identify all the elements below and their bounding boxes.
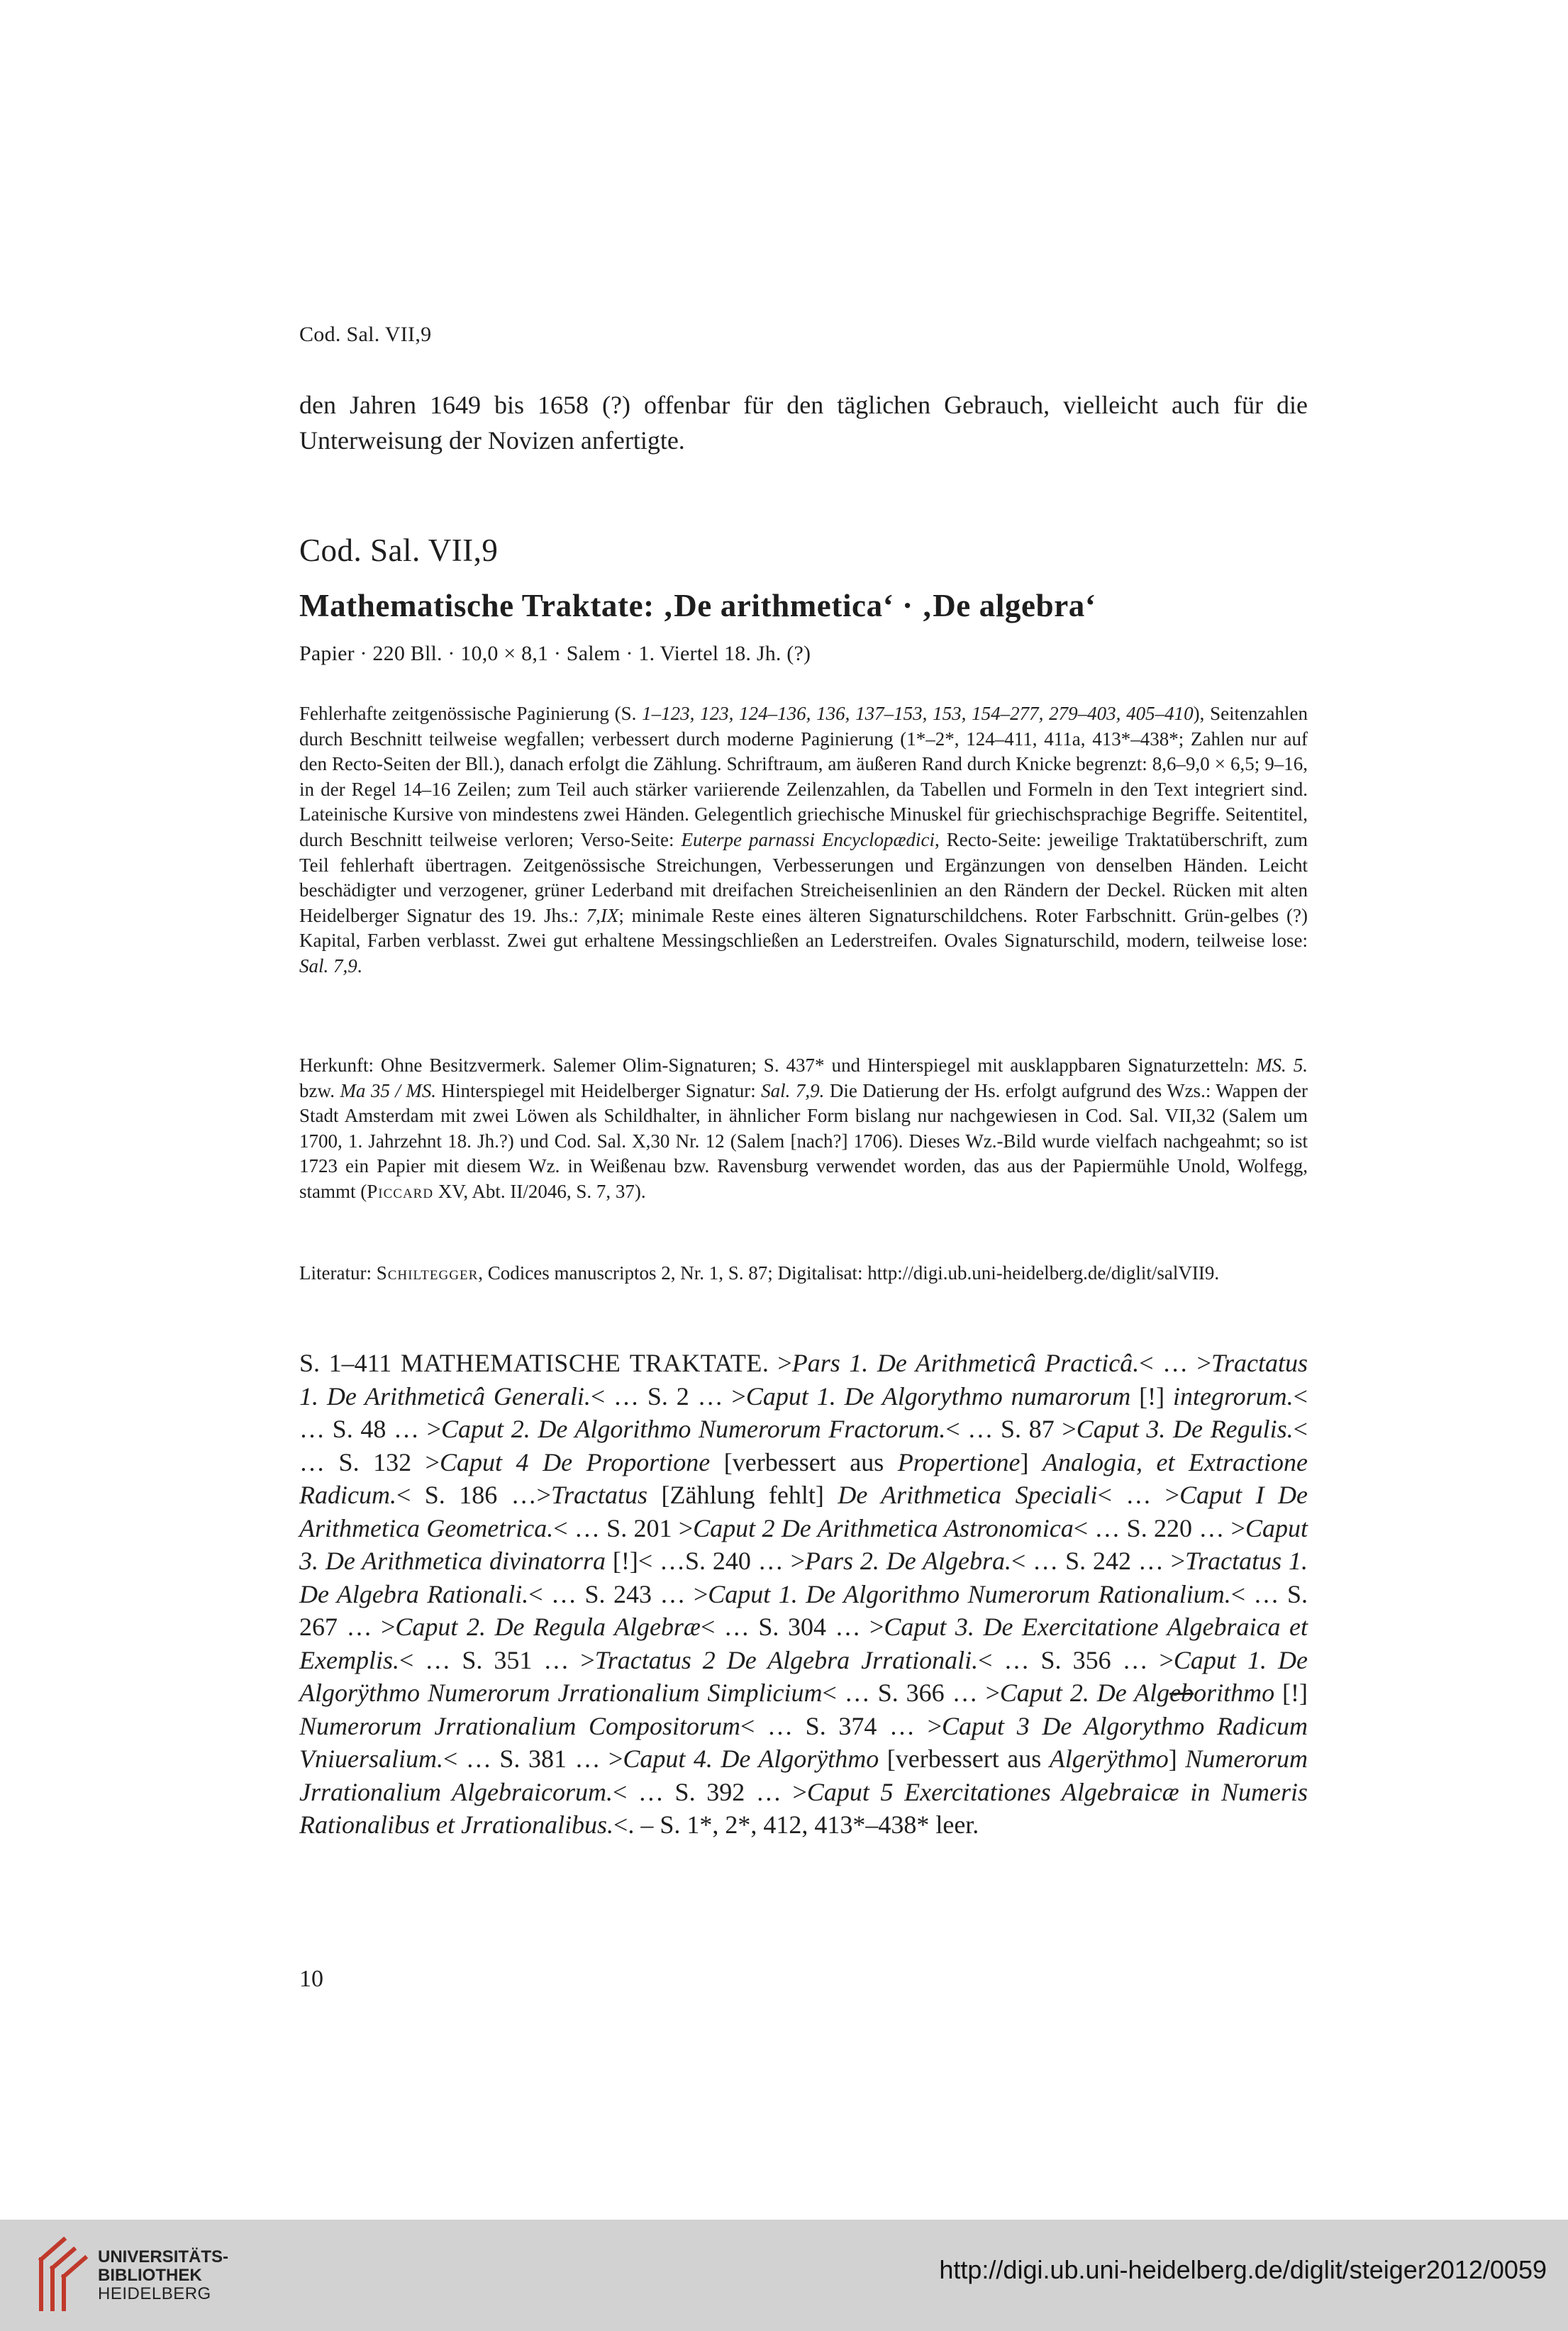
contents-text: [!] <box>1130 1381 1173 1411</box>
contents-latin-italic: Caput 4 De Proportione <box>439 1447 711 1476</box>
contents-latin-italic: De Arithmetica Speciali <box>838 1481 1098 1509</box>
contents-text: ] <box>1020 1447 1042 1476</box>
contents-latin-italic: Caput 1. De Algorithmo Numerorum Rationalium. <box>708 1579 1231 1608</box>
contents-latin-italic: Caput 1. De Algorythmo numarorum <box>745 1381 1131 1411</box>
contents-latin-italic: Numerorum Jrrationalium Compositorum <box>299 1711 741 1740</box>
contents-text: [verbessert aus <box>879 1745 1050 1773</box>
desc-text: ; minimale Reste eines älteren Signaturschildchens. Roter Farbschnitt. Grün-gelbes (?) Kapital, Farben verblasst. Zwei gut erhaltene Messingschließen an Lederstreifen. Ovales Signaturschild, modern, teilweise lose: <box>299 904 1308 952</box>
contents-latin-italic: Algerÿthmo <box>1049 1745 1169 1773</box>
desc-pages-italic: 1–123, 123, 124–136, 136, 137–153, 153, 154–277, 279–403, 405–410 <box>642 703 1194 724</box>
desc-spine-italic: 7,IX <box>586 904 619 926</box>
contents-text: < … S. 220 … > <box>1073 1513 1245 1542</box>
prov-text: Die Datierung der Hs. erfolgt aufgrund des Wzs.: Wappen der Stadt Amsterdam mit zwei Löwen als Schildhalter, in ähnlicher Form bislang nur nachgewiesen in Cod. Sal. VII,32 (Salem um 1700, 1. Jahrzehnt 18. Jh.?) und Cod. Sal. X,30 Nr. 12 (Salem [nach?] 1706). Dieses Wz.-Bild wurde vielfach nachgeahmt; so ist 1723 ein Papier mit diesem Wz. in Weißenau bzw. Ravensburg verwendet worden, das aus der Papiermühle Unold, Wolfegg, stammt ( <box>299 1079 1308 1202</box>
contents-struck-text: eb <box>1169 1679 1194 1707</box>
contents-text: < … S. 366 … > <box>822 1679 1000 1707</box>
prov-text: bzw. <box>299 1079 340 1101</box>
lit-text: , Codices manuscriptos 2, Nr. 1, S. 87; Digitalisat: http://digi.ub.uni-heidelberg.de/diglit/salVII9. <box>478 1262 1220 1284</box>
contents-latin-italic: Numerorum Jrrationalium Algebraicorum. <box>299 1745 1308 1806</box>
physical-description <box>299 701 1308 979</box>
desc-verso-italic: Euterpe parnassi Encyclopædici <box>681 828 935 850</box>
contents-text: < … S. 374 … > <box>740 1711 943 1740</box>
contents-latin-italic: Tractatus <box>551 1481 648 1509</box>
contents-text: . > <box>762 1349 792 1377</box>
contents-latin-italic: Caput 1. De Algorÿthmo Numerorum Jrrationalium Simplicium <box>299 1645 1308 1707</box>
contents-text: < … S. 267 … > <box>299 1579 1308 1641</box>
contents-text: < … S. 201 > <box>553 1513 694 1542</box>
page-number: 10 <box>299 1966 323 1992</box>
library-logo-icon <box>37 2235 91 2313</box>
manuscript-title: Mathematische Traktate: ‚De arithmetica‘ · ‚De algebra‘ <box>299 588 1096 623</box>
prov-sal-italic: Sal. 7,9. <box>761 1079 825 1101</box>
contents-text: < … > <box>1097 1481 1180 1509</box>
contents-text: [!] <box>1274 1679 1308 1707</box>
literature-paragraph <box>299 1261 1308 1286</box>
prov-ms5-italic: MS. 5. <box>1256 1055 1308 1076</box>
contents-latin-italic: Caput 2. De Algorithmo Numerorum Fractorum. <box>441 1415 946 1443</box>
contents-paragraph <box>299 1347 1308 1842</box>
contents-latin-italic: Caput 4. De Algorÿthmo <box>623 1745 879 1773</box>
contents-latin-italic: Analogia, et Extractione Radicum. <box>299 1447 1308 1509</box>
provenance-paragraph <box>299 1053 1308 1205</box>
library-footer <box>0 2220 1568 2331</box>
contents-text: < … S. 304 … > <box>700 1613 884 1641</box>
contents-text: [!]< …S. 240 … > <box>605 1547 805 1575</box>
contents-latin-italic: Caput 2 De Arithmetica Astronomica <box>693 1513 1074 1542</box>
prov-piccard: Piccard <box>367 1180 434 1202</box>
contents-text: [verbessert aus <box>710 1447 898 1476</box>
lit-author: Schiltegger <box>376 1262 479 1284</box>
digitalisat-url-link[interactable]: http://digi.ub.uni-heidelberg.de/diglit/steiger2012/0059 <box>939 2255 1547 2284</box>
desc-text: . <box>357 955 362 977</box>
prov-text: Hinterspiegel mit Heidelberger Signatur: <box>436 1079 762 1101</box>
contents-latin-italic: Caput 3. De Regulis. <box>1076 1415 1294 1443</box>
contents-text: < … S. 87 > <box>945 1415 1077 1443</box>
contents-text: < S. 186 …> <box>396 1481 551 1509</box>
contents-text: S. 1–411 <box>299 1349 401 1377</box>
intro-paragraph: den Jahren 1649 bis 1658 (?) offenbar für den täglichen Gebrauch, vielleicht auch für die Unterweisung der Novizen anfertigte. <box>299 391 1308 455</box>
contents-text: <. – S. 1*, 2*, 412, 413*–438* leer. <box>613 1810 979 1839</box>
contents-latin-italic: Caput 5 Exercitationes Algebraicæ in Numeris Rationalibus et Jrrationalibus. <box>299 1777 1308 1839</box>
contents-latin-italic: Pars 1. De Arithmeticâ Practicâ. <box>791 1349 1140 1377</box>
library-name <box>98 2248 228 2303</box>
contents-text: < … S. 243 … > <box>528 1579 708 1608</box>
contents-latin-italic: Caput I De Arithmetica Geometrica. <box>299 1481 1308 1542</box>
contents-latin-italic: Caput 3 De Algorythmo Radicum Vniuersalium. <box>299 1711 1308 1773</box>
prov-ma35-italic: Ma 35 / MS. <box>340 1079 437 1101</box>
lit-text: Literatur: <box>299 1262 377 1284</box>
contents-text: < … S. 48 … > <box>299 1381 1308 1443</box>
contents-text: < … > <box>1139 1349 1211 1377</box>
library-name-line: HEIDELBERG <box>98 2284 211 2303</box>
contents-section-title: MATHEMATISCHE TRAKTATE <box>400 1349 762 1377</box>
library-name-line: UNIVERSITÄTS- <box>98 2247 229 2266</box>
desc-text: ), Seitenzahlen durch Beschnitt teilweise wegfallen; verbessert durch moderne Paginierung (1*–2*, 124–411, 411a, 413*–438*; Zahlen nur auf den Recto-Seiten der Bll.), danach erfolgt die Zählung. Schriftraum, am äußeren Rand durch Knicke begrenzt: 8,6–9,0 × 6,5; 9–16, in der Regel 14–16 Zeilen; zum Teil auch stärker variierende Zeilenzahlen, da Tabellen und Formeln in den Text integriert sind. Lateinische Kursive von mindestens zwei Händen. Gelegentlich griechische Minuskel für griechischsprachige Begriffe. Seitentitel, durch Beschnitt teilweise verloren; Verso-Seite: <box>299 703 1308 850</box>
contents-text: < … S. 242 … > <box>1011 1547 1186 1575</box>
prov-text: XV, Abt. II/2046, S. 7, 37). <box>433 1180 646 1202</box>
prov-text: Herkunft: Ohne Besitzvermerk. Salemer Olim-Signaturen; S. 437* und Hinterspiegel mit ausklappbaren Signaturzetteln: <box>299 1055 1257 1076</box>
contents-text: ] <box>1168 1745 1186 1773</box>
contents-latin-italic: Caput 2. De Alg <box>999 1679 1170 1707</box>
contents-text: < … S. 381 … > <box>443 1745 623 1773</box>
contents-text: [Zählung fehlt] <box>647 1481 838 1509</box>
contents-latin-italic: Tractatus 1. De Algebra Rationali. <box>299 1547 1308 1608</box>
contents-text: < … S. 392 … > <box>612 1777 807 1806</box>
contents-text: < … S. 351 … > <box>399 1645 595 1674</box>
manuscript-meta: Papier · 220 Bll. · 10,0 × 8,1 · Salem · 1. Viertel 18. Jh. (?) <box>299 642 811 665</box>
contents-text: < … S. 132 > <box>299 1415 1308 1476</box>
contents-text: < … S. 2 … > <box>590 1381 746 1411</box>
desc-text: , Recto-Seite: jeweilige Traktatüberschrift, zum Teil fehlerhaft übertragen. Zeitgenössische Streichungen, Verbesserungen und Ergänzungen von denselben Händen. Leicht beschädigter und verzogener, grüner Lederband mit dreifachen Streicheisenlinien an den Rändern der Deckel. Rücken mit alten Heidelberger Signatur des 19. Jhs.: <box>299 828 1308 926</box>
contents-latin-italic: Caput 3. De Exercitatione Algebraica et Exemplis. <box>299 1613 1308 1674</box>
desc-label-italic: Sal. 7,9 <box>299 955 357 977</box>
contents-latin-italic: Tractatus 2 De Algebra Jrrationali. <box>594 1645 979 1674</box>
desc-text: Fehlerhafte zeitgenössische Paginierung (S. <box>299 703 643 724</box>
contents-latin-italic: Propertione <box>897 1447 1021 1476</box>
contents-latin-italic: Caput 3. De Arithmetica divinatorra <box>299 1513 1308 1575</box>
shelfmark-heading: Cod. Sal. VII,9 <box>299 533 499 568</box>
running-head: Cod. Sal. VII,9 <box>299 323 432 346</box>
contents-latin-italic: orithmo <box>1194 1679 1275 1707</box>
contents-latin-italic: Tractatus 1. De Arithmeticâ Generali. <box>299 1349 1308 1411</box>
library-name-line: BIBLIOTHEK <box>98 2266 202 2285</box>
contents-latin-italic: Caput 2. De Regula Algebræ <box>395 1613 701 1641</box>
contents-latin-italic: integrorum. <box>1173 1381 1294 1411</box>
contents-latin-italic: Pars 2. De Algebra. <box>805 1547 1011 1575</box>
contents-text: < … S. 356 … > <box>978 1645 1174 1674</box>
